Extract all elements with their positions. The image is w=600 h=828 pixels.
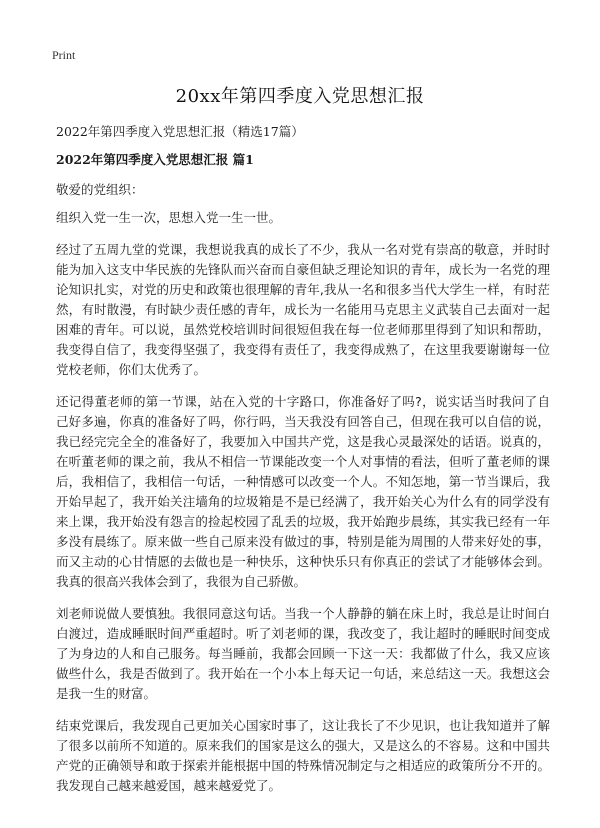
- paragraph-4: 刘老师说做人要慎独。我很同意这句话。当我一个人静静的躺在床上时，我总是让时间白白渡过，造成睡眠时间严重超时。听了刘老师的课，我改变了，我让超时的睡眠时间变成了为身边的人和自己服务。每当睡前，我都会回顾一下这一天：我都做了什么，我又应该做些什么，我是否做到了。我开始在一个小本上每天记一句话，来总结这一天。我想这会是我一生的财富。: [56, 606, 550, 701]
- paragraph-2: 经过了五周九堂的党课，我想说我真的成长了不少，我从一名对党有崇高的敬意，并时时能为加入这支中华民族的先锋队而兴奋而自豪但缺乏理论知识的青年，成长为一名党的理论知识扎实，对党的历史和政策也很理解的青年,我从一名和很多当代大学生一样，有时茫然，有时散漫，有时缺少责任感的青年，成长为一名能用马克思主义武装自己去面对一起困难的青年。可以说，虽然党校培训时间很短但我在每一位老师那里得到了知识和帮助，我变得自信了，我变得坚强了，我变得有责任了，我变得成熟了，在这里我要谢谢每一位党校老师，你们太优秀了。: [56, 242, 550, 377]
- section-title: 2022年第四季度入党思想汇报 篇1: [56, 152, 254, 167]
- paragraph-3: 还记得董老师的第一节课，站在入党的十字路口，你准备好了吗?，说实话当时我问了自己好多遍，你真的准备好了吗，你行吗，当天我没有回答自己，但现在我可以自信的说，我已经完完全全的准备好了，我要加入中国共产党，这是我心灵最深处的话语。说真的，在听董老师的课之前，我从不相信一节课能改变一个人对事情的看法，但听了董老师的课后，我相信了，我相信一句话，一种情感可以改变一个人。不知怎地，第一节当课后，我开始早起了，我开始关注墙角的垃圾箱是不是已经满了，我开始关心为什么有的同学没有来上课，我开始没有怨言的捡起校园了乱丢的垃圾，我开始跑步晨练，其实我已经有一年多没有晨练了。原来做一些自己原来没有做过的事，特别是能为周围的人带来好处的事，而又主动的心甘情愿的去做也是一种快乐，这种快乐只有你真正的尝试了才能够体会到。我真的很高兴我体会到了，我很为自己骄傲。: [56, 394, 550, 589]
- paragraph-5: 结束党课后，我发现自己更加关心国家时事了，这让我长了不少见识，也让我知道并了解了很多以前所不知道的。原来我们的国家是这么的强大，又是这么的不容易。这和中国共产党的正确领导和敢于探索并能根据中国的特殊情况制定与之相适应的政策所分不开的。我发现自己越来越爱国，越来越爱党了。: [56, 718, 550, 793]
- paragraph-1: 组织入党一生一次，思想入党一生一世。: [56, 210, 282, 225]
- document-body: [56, 208, 550, 808]
- greeting: 敬爱的党组织：: [56, 182, 144, 197]
- document-subtitle: 2022年第四季度入党思想汇报（精选17篇）: [56, 124, 304, 139]
- print-label[interactable]: Print: [52, 48, 76, 62]
- document-title: 20xx年第四季度入党思想汇报: [175, 86, 425, 107]
